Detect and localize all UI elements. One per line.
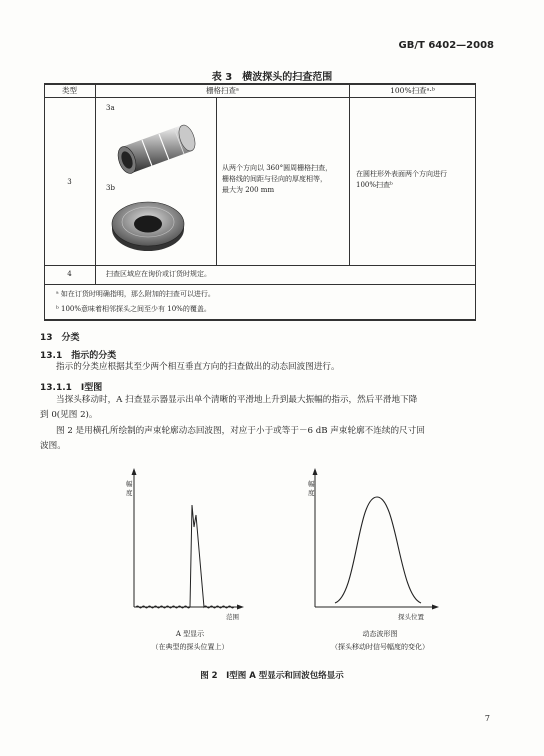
- a-scan-x-label: 范围: [226, 613, 239, 621]
- cylinder-3a-icon: [115, 123, 199, 176]
- header-type: 类型: [62, 86, 77, 95]
- full-scan-text: 在圆柱形外表面两个方向进行 100%扫查ᵇ: [356, 170, 447, 189]
- table-title: 表 3 横波探头的扫查范围: [211, 72, 333, 83]
- envelope-x-label: 探头位置: [398, 613, 424, 621]
- section-13-heading: 13 分类: [40, 333, 80, 343]
- cylinder-illustrations: [104, 111, 214, 261]
- standard-number: GB/T 6402—2008: [398, 40, 494, 51]
- header-grid-scan: 栅格扫查ᵃ: [206, 86, 239, 95]
- type-4: 4: [67, 270, 72, 278]
- section-13-1-text: 指示的分类应根据其至少两个相互垂直方向的扫查做出的动态回波图进行。: [56, 362, 340, 372]
- figure-3b-label: 3b: [106, 184, 115, 192]
- envelope-plot: [295, 465, 445, 625]
- paragraph-2: 图 2 是用横孔所绘制的声束轮廓动态回波图，对应于小于或等于－6 dB 声束轮廓不连续的尺寸回 波图。: [40, 426, 425, 451]
- figure-3a-label: 3a: [106, 104, 115, 112]
- section-13-1-1-heading: 13.1.1 Ⅰ型图: [40, 383, 103, 393]
- table-note-b: ᵇ 100%意味着相邻探头之间至少有 10%的覆盖。: [56, 305, 211, 313]
- a-scan-y-label: 幅度: [126, 480, 133, 497]
- a-scan-caption: A 型显示 （在典型的探头位置上）: [151, 630, 229, 651]
- scan-range-table: [44, 83, 476, 321]
- type-3: 3: [67, 178, 72, 186]
- section-13-1-heading: 13.1 指示的分类: [40, 351, 117, 361]
- ring-3b-icon: [112, 202, 184, 251]
- grid-scan-text: 从两个方向以 360°圆周栅格扫查， 栅格线的间距与径向的厚度相等， 最大为 200 mm: [222, 164, 333, 194]
- paragraph-1: 当探头移动时，A 扫查显示器显示出单个清晰的平滑地上升到最大振幅的指示，然后平滑地下降 到 0(见图 2)。: [40, 395, 418, 420]
- table-note-a: ᵃ 如在订货时明确指明，那么附加的扫查可以进行。: [56, 290, 215, 298]
- envelope-y-label: 幅度: [308, 480, 315, 497]
- figure-caption: 图 2 Ⅰ型图 A 型显示和回波包络显示: [200, 671, 344, 681]
- envelope-caption: 动态波形图 （探头移动时信号幅度的变化）: [331, 630, 429, 651]
- type-4-text: 扫查区域应在询价或订货时规定。: [106, 270, 211, 278]
- page-number: 7: [484, 714, 490, 723]
- header-full-scan: 100%扫查ᵃ·ᵇ: [390, 86, 435, 95]
